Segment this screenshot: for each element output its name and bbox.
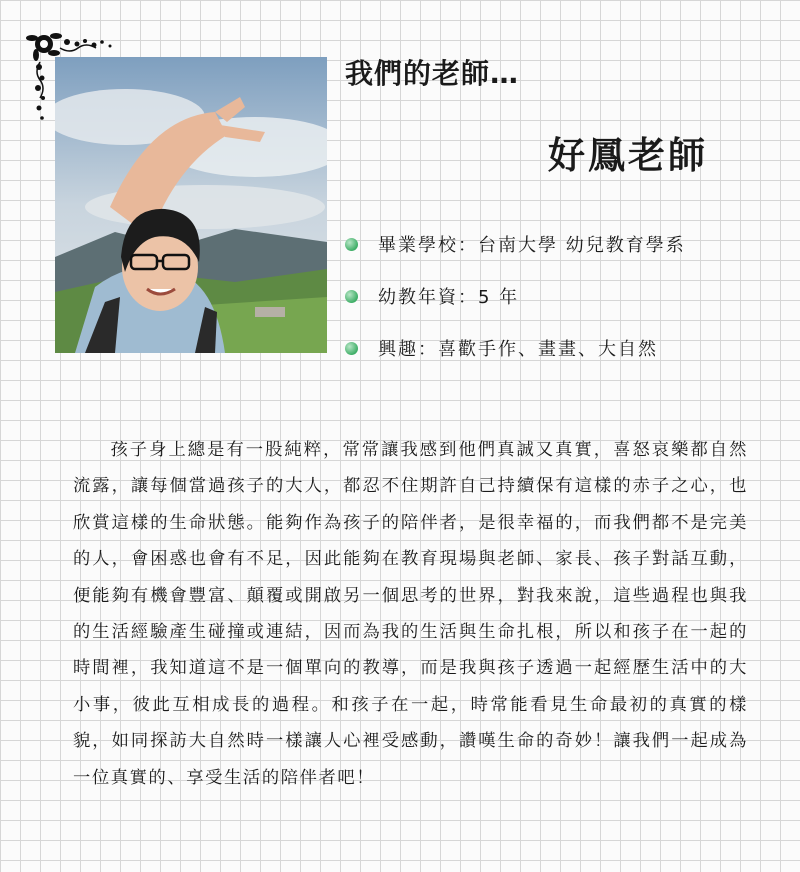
info-label: 興趣：喜歡手作、畫畫、大自然	[378, 339, 658, 360]
bullet-icon	[345, 238, 358, 251]
info-label: 畢業學校：台南大學 幼兒教育學系	[378, 235, 686, 256]
bullet-icon	[345, 342, 358, 355]
page-title: 我們的老師…	[345, 57, 520, 90]
info-item-interests	[345, 322, 686, 374]
intro-paragraph	[73, 432, 748, 796]
teacher-name: 好鳳老師	[548, 134, 708, 177]
bullet-icon	[345, 290, 358, 303]
info-item-experience	[345, 270, 686, 322]
teacher-photo	[55, 57, 327, 353]
info-item-school	[345, 218, 686, 270]
info-label: 幼教年資：5 年	[378, 287, 520, 308]
info-list	[345, 218, 686, 374]
intro-text: 孩子身上總是有一股純粹，常常讓我感到他們真誠又真實，喜怒哀樂都自然流露，讓每個當過孩子的大人，都忍不住期許自己持續保有這樣的赤子之心，也欣賞這樣的生命狀態。能夠作為孩子的陪伴者，是很幸福的，而我們都不是完美的人，會困惑也會有不足，因此能夠在教育現場與老師、家長、孩子對話互動，便能夠有機會豐富、顛覆或開啟另一個思考的世界，對我來說，這些過程也與我的生活經驗產生碰撞或連結，因而為我的生活與生命扎根，所以和孩子在一起的時間裡，我知道這不是一個單向的教導，而是我與孩子透過一起經歷生活中的大小事，彼此互相成長的過程。和孩子在一起，時常能看見生命最初的真實的樣貌，如同探訪大自然時一樣讓人心裡受感動，讚嘆生命的奇妙！讓我們一起成為一位真實的、享受生活的陪伴者吧！	[73, 440, 748, 788]
